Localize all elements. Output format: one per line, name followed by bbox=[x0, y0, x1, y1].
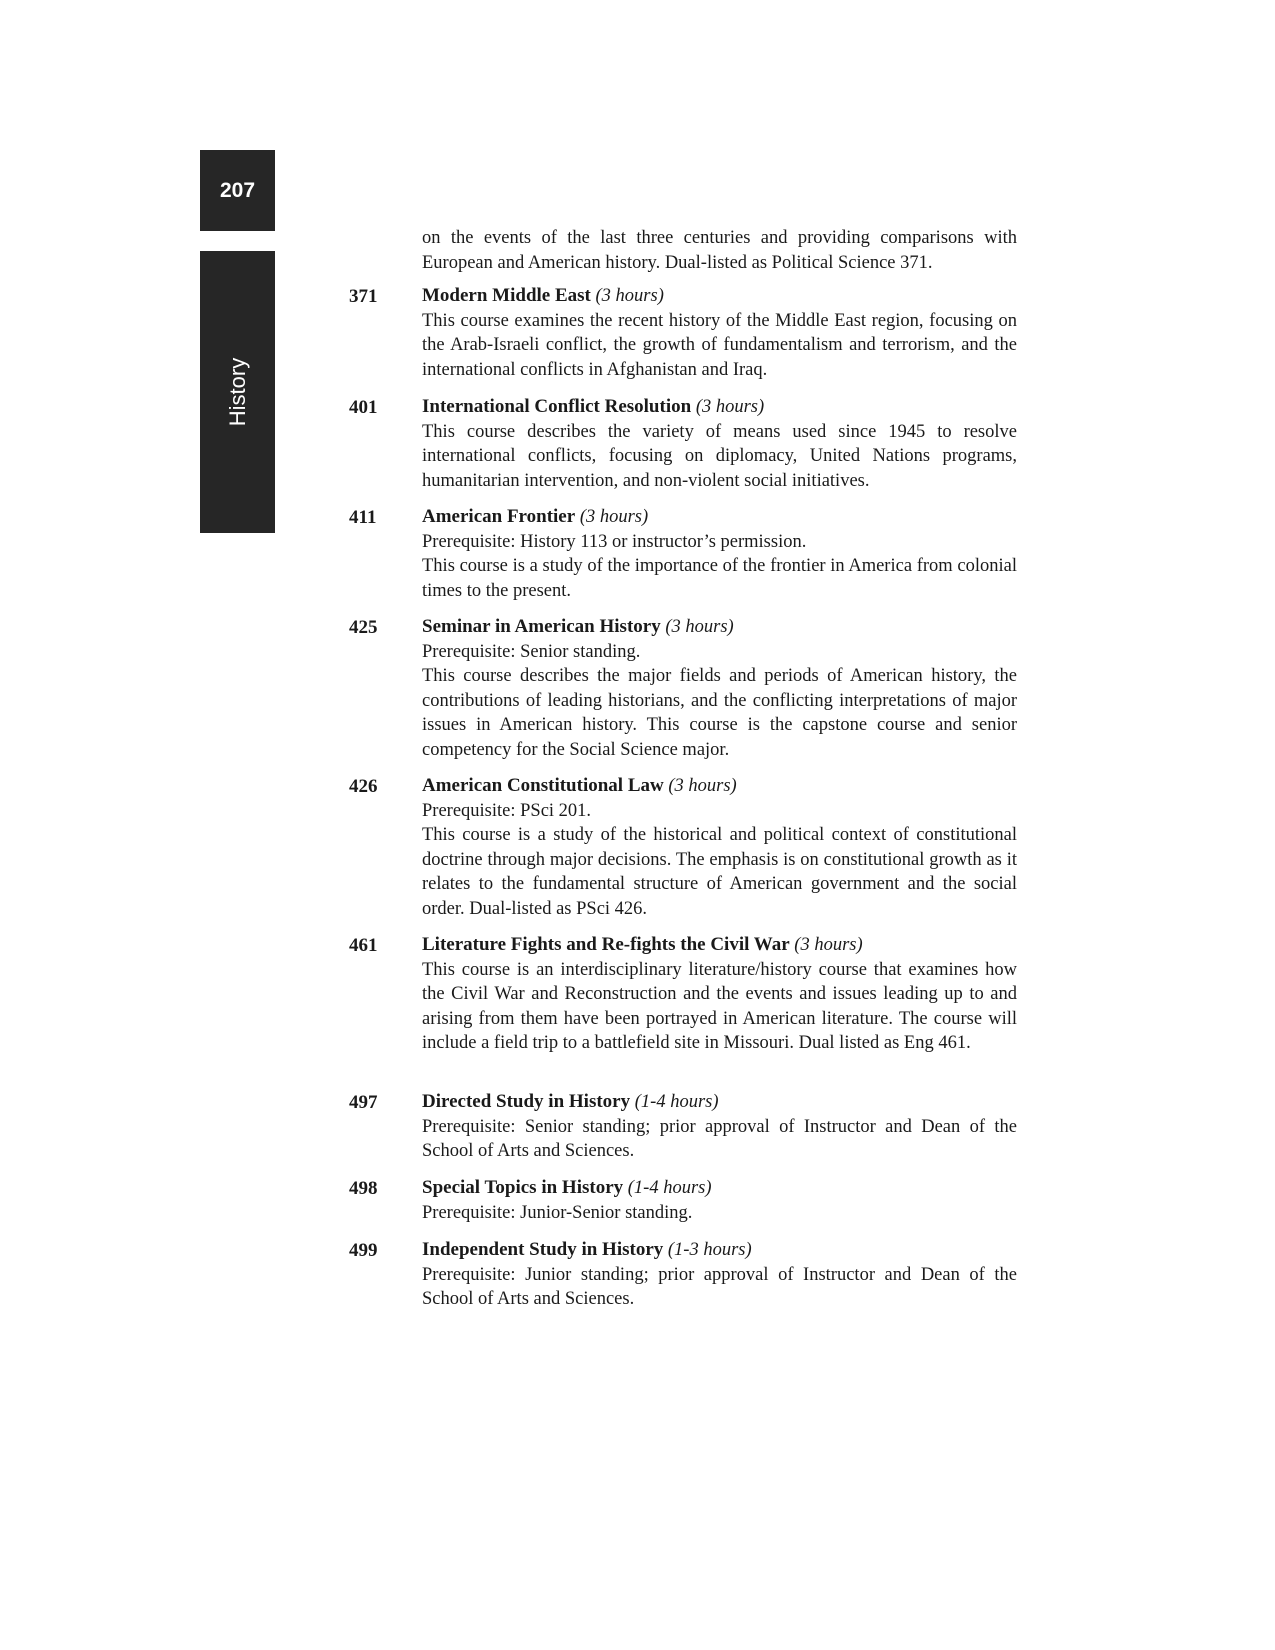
course-description: This course describes the major fields and periods of American history, the contributions of leading historians, and the conflicting interpretations of major issues in American history. This course is the capstone course and senior competency for the Social Science major. bbox=[422, 666, 1017, 760]
course-number: 498 bbox=[349, 1178, 378, 1199]
course-description: This course describes the variety of means used since 1945 to resolve international conflicts, focusing on diplomacy, United Nations programs, humanitarian intervention, and non-violent social initiatives. bbox=[422, 421, 1017, 491]
course-hours: (3 hours) bbox=[595, 286, 664, 306]
course-number: 425 bbox=[349, 617, 378, 638]
course-hours: (3 hours) bbox=[695, 397, 765, 417]
course-number: 401 bbox=[349, 397, 378, 418]
course-description: This course is a study of the importance of the frontier in America from colonial times to the present. bbox=[422, 556, 1017, 601]
section-label: History bbox=[224, 357, 250, 427]
page-number: 207 bbox=[219, 178, 256, 202]
intro-paragraph: on the events of the last three centuries and providing comparisons with European and American history. Dual-listed as Political Science 371. bbox=[422, 228, 1017, 273]
course-title: Special Topics in History bbox=[422, 1177, 624, 1198]
course-hours: (3 hours) bbox=[794, 935, 863, 955]
course-hours: (3 hours) bbox=[668, 776, 737, 796]
course-hours: (1-3 hours) bbox=[667, 1240, 752, 1260]
course-title: Directed Study in History bbox=[422, 1091, 631, 1112]
course-title: Modern Middle East bbox=[422, 285, 591, 306]
course-description: Prerequisite: Junior standing; prior approval of Instructor and Dean of the School of Arts and Sciences. bbox=[422, 1264, 1017, 1309]
course-hours: (1-4 hours) bbox=[627, 1178, 712, 1198]
course-number: 499 bbox=[349, 1240, 378, 1261]
course-description: This course is an interdisciplinary literature/history course that examines how the Civil War and Reconstruction and the events and issues leading up to and arising from them have been portrayed in American literature. The course will include a field trip to a battlefield site in Missouri. Dual listed as Eng 461. bbox=[422, 959, 1017, 1053]
course-number: 426 bbox=[349, 776, 378, 797]
course-title: American Frontier bbox=[422, 506, 576, 527]
course-prerequisite: Prerequisite: History 113 or instructor’s permission. bbox=[422, 531, 807, 552]
course-prerequisite: Prerequisite: Senior standing. bbox=[422, 641, 641, 662]
course-title: Seminar in American History bbox=[422, 616, 661, 637]
course-title: International Conflict Resolution bbox=[422, 396, 692, 417]
page-number-tab bbox=[200, 150, 275, 231]
course-title: Literature Fights and Re-fights the Civil War bbox=[422, 934, 790, 955]
course-prerequisite: Prerequisite: PSci 201. bbox=[422, 800, 592, 821]
course-description: Prerequisite: Senior standing; prior approval of Instructor and Dean of the School of Arts and Sciences. bbox=[422, 1116, 1017, 1161]
course-number: 371 bbox=[349, 286, 378, 307]
course-title: American Constitutional Law bbox=[422, 775, 664, 796]
course-hours: (3 hours) bbox=[665, 617, 734, 637]
course-description: This course examines the recent history of the Middle East region, focusing on the Arab-Israeli conflict, the growth of fundamentalism and terrorism, and the international conflicts in Afghanistan and Iraq. bbox=[422, 310, 1017, 380]
course-hours: (1-4 hours) bbox=[634, 1092, 719, 1112]
course-title: Independent Study in History bbox=[422, 1239, 664, 1260]
course-description: Prerequisite: Junior-Senior standing. bbox=[422, 1202, 693, 1223]
course-hours: (3 hours) bbox=[579, 507, 649, 527]
course-description: This course is a study of the historical and political context of constitutional doctrine through major decisions. The emphasis is on constitutional growth as it relates to the fundamental structure of American government and the social order. Dual-listed as PSci 426. bbox=[422, 825, 1017, 919]
course-number: 461 bbox=[349, 935, 378, 956]
section-tab bbox=[200, 251, 275, 533]
course-number: 497 bbox=[349, 1092, 378, 1113]
course-number: 411 bbox=[349, 507, 377, 528]
